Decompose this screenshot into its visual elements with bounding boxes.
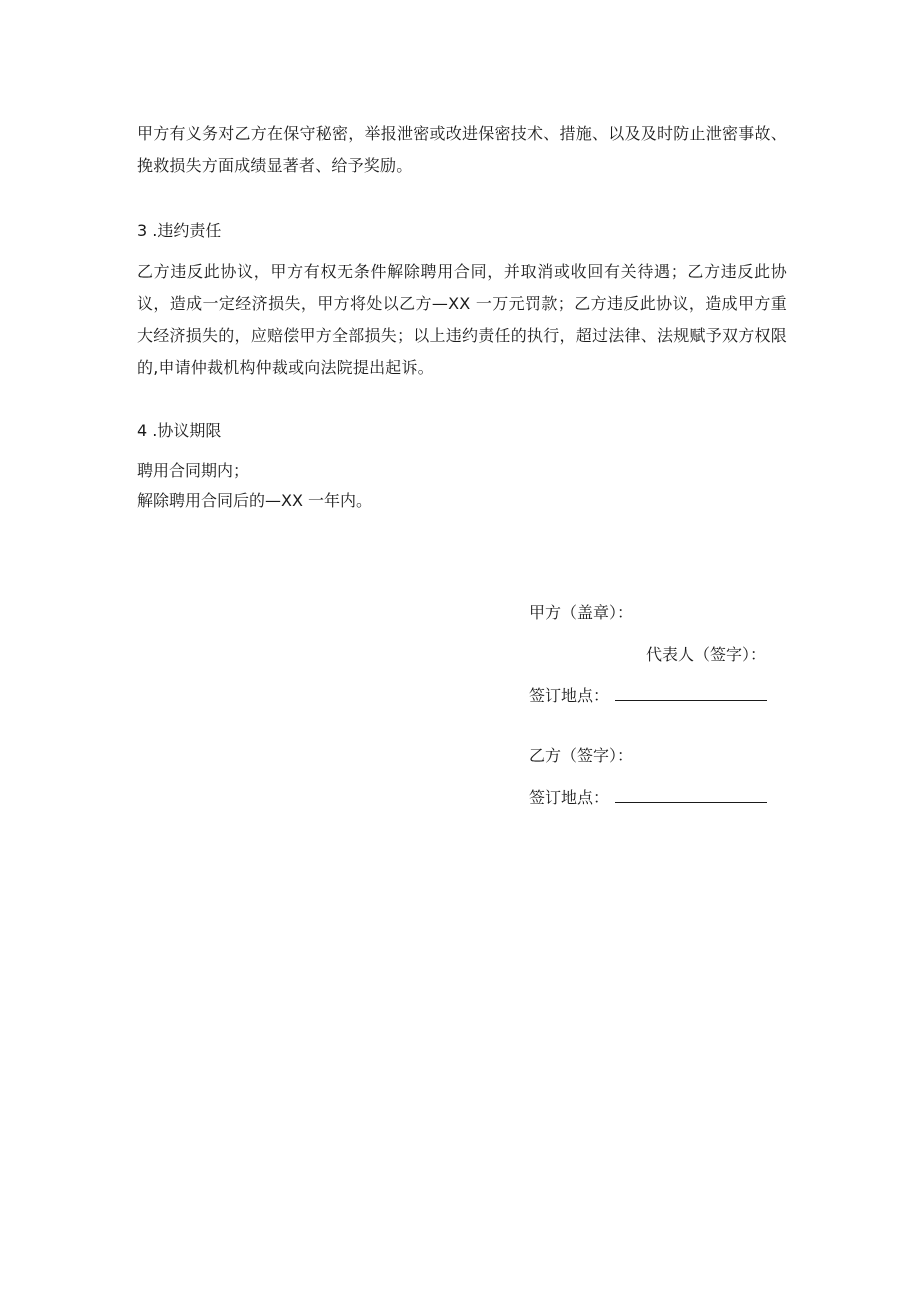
party-a-place-label: 签订地点： — [529, 686, 610, 705]
party-a-place-row — [529, 684, 767, 708]
liability-paragraph: 乙方违反此协议，甲方有权无条件解除聘用合同，并取消或收回有关待遇；乙方违反此协议，造成一定经济损失，甲方将处以乙方—XX 一万元罚款；乙方违反此协议，造成甲方重大经济损失的，应赔偿甲方全部损失；以上违约责任的执行，超过法律、法规赋予双方权限的,申请仲裁机构仲裁或向法院提出起诉。 — [137, 262, 787, 377]
reward-paragraph: 甲方有义务对乙方在保守秘密，举报泄密或改进保密技术、措施、以及及时防止泄密事故、挽救损失方面成绩显著者、给予奖励。 — [137, 124, 787, 175]
party-b-place-blank-line — [615, 786, 767, 803]
section-3-heading: 3 .违约责任 — [137, 221, 222, 240]
party-b-place-label: 签订地点： — [529, 788, 610, 807]
term-line-2: 解除聘用合同后的—XX 一年内。 — [137, 491, 373, 510]
section-4-heading: 4 .协议期限 — [137, 421, 222, 440]
party-b-place-row — [529, 786, 767, 810]
representative-signature-label: 代表人（签字）： — [646, 645, 767, 664]
party-a-seal-label: 甲方（盖章）： — [529, 603, 634, 622]
term-line-1: 聘用合同期内； — [137, 461, 250, 480]
party-b-signature-label: 乙方（签字）： — [529, 746, 634, 765]
party-a-place-blank-line — [615, 684, 767, 701]
